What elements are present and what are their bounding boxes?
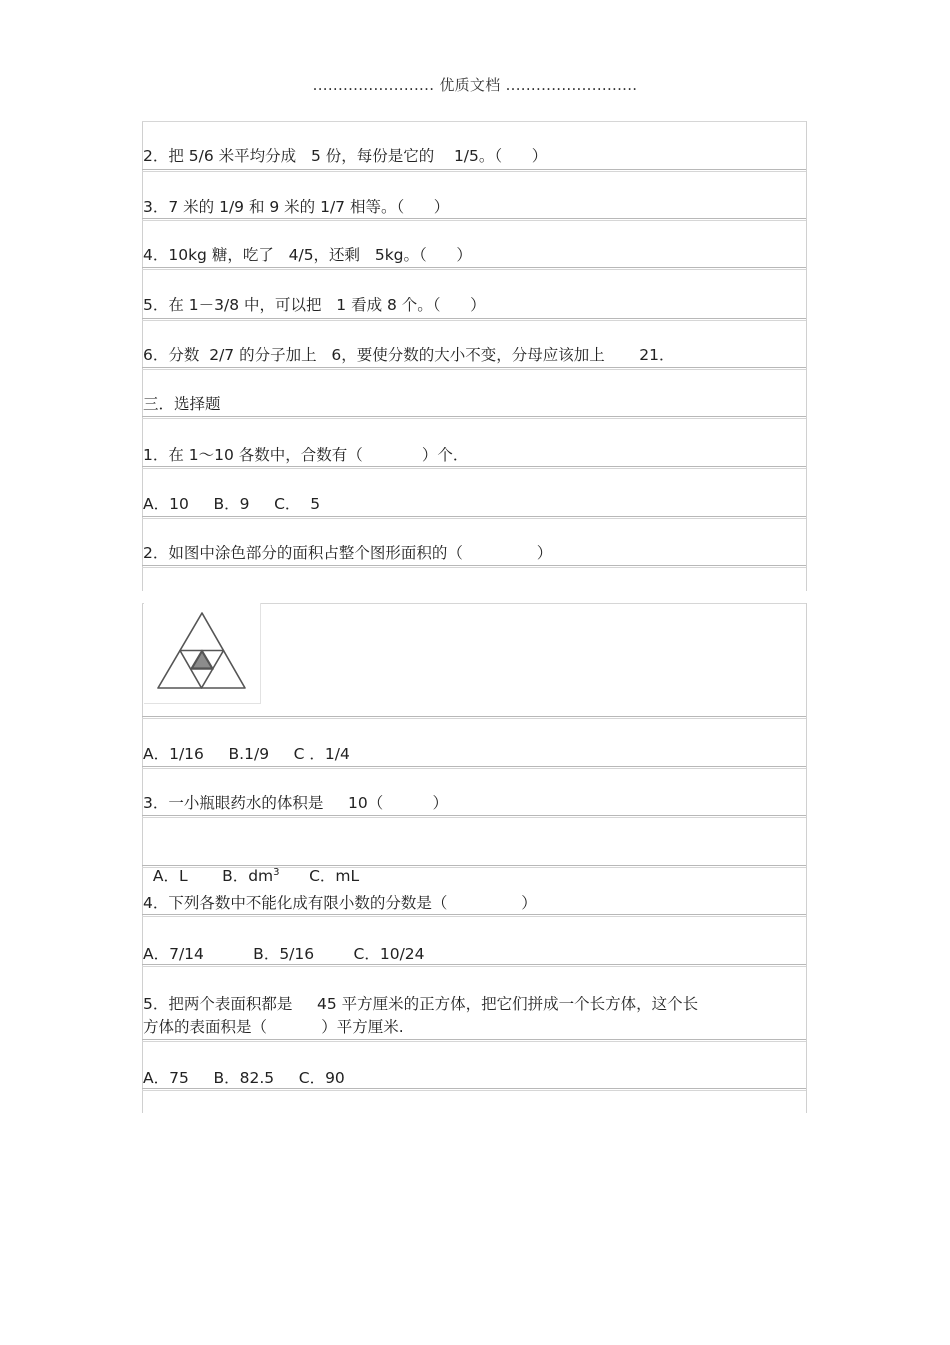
row-separator [142, 1039, 806, 1040]
row-separator [142, 218, 806, 219]
question-3-5-line-2: 方体的表面积是（ ）平方厘米. [143, 1018, 404, 1036]
table-right-border [806, 121, 807, 591]
row-separator [142, 171, 806, 172]
option-spacer [280, 867, 310, 885]
row-separator [142, 466, 806, 467]
row-separator [142, 468, 806, 469]
option-a-b: A．L B．dm [152, 867, 274, 886]
row-separator [142, 516, 806, 517]
row-separator [142, 766, 806, 767]
superscript: 3 [273, 867, 280, 878]
row-separator [142, 320, 806, 321]
question-3-5-line-1: 5．把两个表面积都是 45 平方厘米的正方体，把它们拼成一个长方体，这个长 [143, 995, 699, 1013]
row-separator [142, 418, 806, 419]
row-separator [142, 121, 806, 122]
table-right-border-2 [806, 603, 807, 1113]
row-separator [142, 966, 806, 967]
row-separator [142, 267, 806, 268]
question-3-5-options: A．75 B．82.5 C．90 [143, 1069, 345, 1087]
question-2-6: 6．分数 2/7 的分子加上 6，要使分数的大小不变，分母应该加上 21． [143, 346, 675, 364]
question-3-2: 2．如图中涂色部分的面积占整个图形面积的（ ） [143, 544, 553, 562]
triangle-figure [144, 603, 261, 704]
question-3-4: 4．下列各数中不能化成有限小数的分数是（ ） [143, 894, 537, 912]
question-3-2-options: A．1/16 B.1/9 C ．1/4 [143, 745, 350, 763]
row-separator [142, 916, 806, 917]
section-heading-choice: 三．选择题 [143, 395, 221, 413]
row-separator [142, 716, 806, 717]
question-2-4: 4．10kg 糖，吃了 4/5，还剩 5kg。（ ） [143, 246, 472, 264]
row-separator [142, 416, 806, 417]
row-separator [142, 768, 806, 769]
row-separator [142, 914, 806, 915]
question-3-4-options: A．7/14 B．5/16 C．10/24 [143, 945, 425, 963]
row-separator [142, 169, 806, 170]
row-separator [142, 1041, 806, 1042]
question-3-3-options [143, 843, 359, 886]
question-2-5: 5．在 1－3/8 中，可以把 1 看成 8 个。（ ） [143, 296, 486, 314]
row-separator [142, 567, 806, 568]
page-header: ........................ 优质文档 .......................... [312, 76, 638, 94]
question-3-1-options: A．10 B．9 C． 5 [143, 495, 321, 513]
row-separator [142, 369, 806, 370]
row-separator [142, 964, 806, 965]
row-separator [142, 318, 806, 319]
row-separator [142, 518, 806, 519]
row-separator [142, 815, 806, 816]
row-separator [142, 718, 806, 719]
row-separator [142, 817, 806, 818]
row-separator [142, 269, 806, 270]
question-3-1: 1．在 1～10 各数中，合数有（ ）个． [143, 446, 469, 464]
row-separator [142, 220, 806, 221]
question-2-2: 2．把 5/6 米平均分成 5 份，每份是它的 1/5。（ ） [143, 147, 548, 165]
row-separator [142, 1088, 806, 1089]
option-c: C．mL [309, 867, 360, 886]
row-separator [142, 367, 806, 368]
question-2-3: 3．7 米的 1/9 和 9 米的 1/7 相等。（ ） [143, 198, 450, 216]
row-separator [142, 1090, 806, 1091]
nested-triangles-icon [144, 603, 260, 703]
row-separator [142, 565, 806, 566]
question-3-3: 3．一小瓶眼药水的体积是 10（ ） [143, 794, 448, 812]
